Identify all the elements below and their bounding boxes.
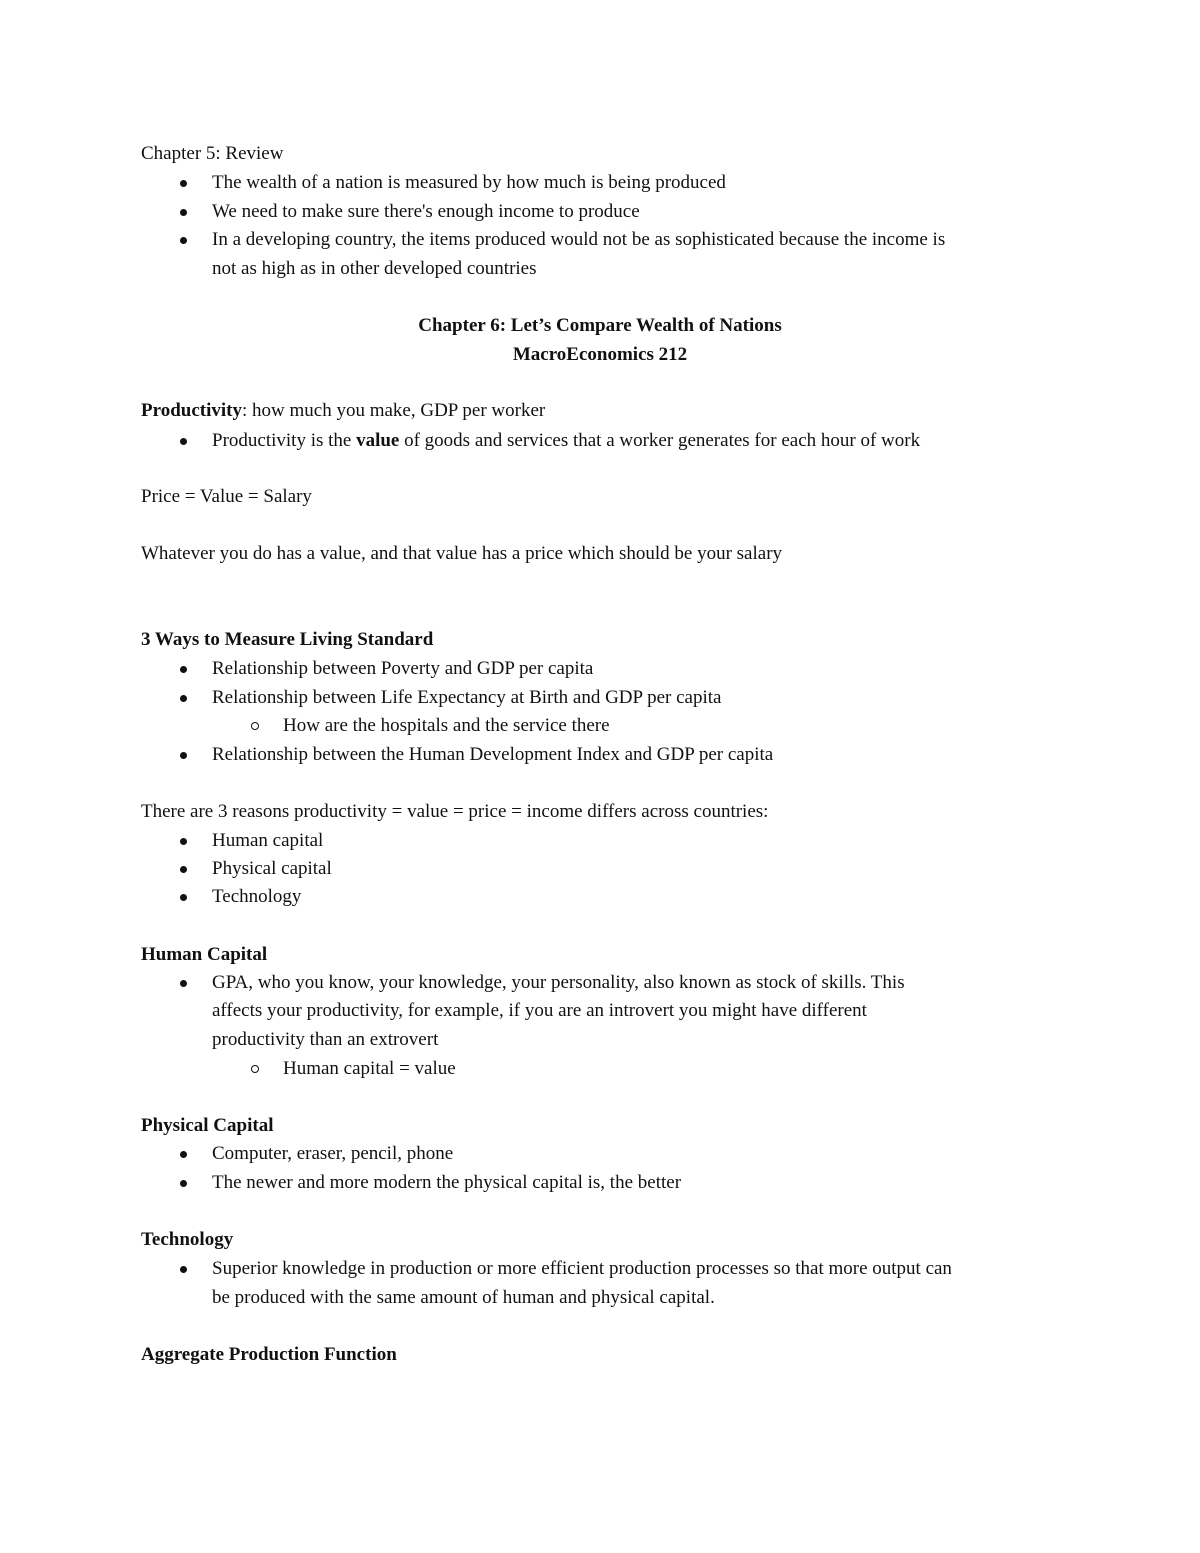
bullet-icon — [180, 209, 187, 216]
living-standard-heading: 3 Ways to Measure Living Standard — [141, 629, 434, 650]
bullet-icon — [180, 752, 187, 759]
technology-heading: Technology — [141, 1229, 234, 1250]
bullet-icon — [180, 838, 187, 845]
course-subtitle: MacroEconomics 212 — [512, 344, 688, 365]
sub-list-item: How are the hospitals and the service there — [283, 715, 610, 736]
physical-capital-heading: Physical Capital — [141, 1115, 274, 1136]
productivity-item-bold: value — [356, 430, 400, 451]
list-item: Computer, eraser, pencil, phone — [212, 1143, 454, 1164]
list-item: Technology — [212, 886, 302, 907]
bullet-icon — [180, 666, 187, 673]
bullet-icon — [180, 894, 187, 901]
list-item: The newer and more modern the physical capital is, the better — [212, 1172, 682, 1193]
hollow-bullet-icon — [251, 722, 259, 730]
list-item: Physical capital — [212, 858, 332, 879]
list-item: We need to make sure there's enough income to produce — [212, 201, 640, 222]
productivity-item-pre: Productivity is the — [212, 430, 357, 451]
bullet-icon — [180, 980, 187, 987]
list-item: Human capital — [212, 830, 324, 851]
list-item-continuation: be produced with the same amount of human and physical capital. — [212, 1287, 715, 1308]
bullet-icon — [180, 866, 187, 873]
bullet-icon — [180, 1266, 187, 1273]
bullet-icon — [180, 1180, 187, 1187]
hollow-bullet-icon — [251, 1065, 259, 1073]
list-item: GPA, who you know, your knowledge, your personality, also known as stock of skills. This — [212, 972, 905, 993]
aggregate-production-heading: Aggregate Production Function — [141, 1344, 397, 1365]
list-item-continuation: productivity than an extrovert — [212, 1029, 439, 1050]
bullet-icon — [180, 180, 187, 187]
list-item: The wealth of a nation is measured by how much is being produced — [212, 172, 726, 193]
sub-list-item: Human capital = value — [283, 1058, 456, 1079]
chapter6-title: Chapter 6: Let’s Compare Wealth of Nations — [418, 315, 782, 336]
list-item — [212, 429, 920, 453]
reasons-intro: There are 3 reasons productivity = value = price = income differs across countries: — [141, 801, 769, 822]
productivity-item-post: of goods and services that a worker generates for each hour of work — [399, 430, 921, 451]
bullet-icon — [180, 1151, 187, 1158]
chapter5-heading: Chapter 5: Review — [141, 143, 284, 164]
equation-text: Price = Value = Salary — [141, 486, 312, 507]
list-item-continuation: not as high as in other developed countries — [212, 258, 537, 279]
list-item: In a developing country, the items produced would not be as sophisticated because the income is — [212, 229, 946, 250]
list-item: Relationship between Poverty and GDP per capita — [212, 658, 594, 679]
value-statement: Whatever you do has a value, and that value has a price which should be your salary — [141, 543, 783, 564]
productivity-definition — [141, 399, 545, 423]
bullet-icon — [180, 438, 187, 445]
bullet-icon — [180, 237, 187, 244]
productivity-definition-text: : how much you make, GDP per worker — [241, 400, 546, 421]
list-item: Relationship between the Human Development Index and GDP per capita — [212, 744, 774, 765]
list-item: Relationship between Life Expectancy at Birth and GDP per capita — [212, 687, 722, 708]
human-capital-heading: Human Capital — [141, 944, 268, 965]
bullet-icon — [180, 695, 187, 702]
list-item-continuation: affects your productivity, for example, if you are an introvert you might have different — [212, 1000, 867, 1021]
list-item: Superior knowledge in production or more efficient production processes so that more output can — [212, 1258, 952, 1279]
productivity-term: Productivity — [141, 400, 242, 421]
